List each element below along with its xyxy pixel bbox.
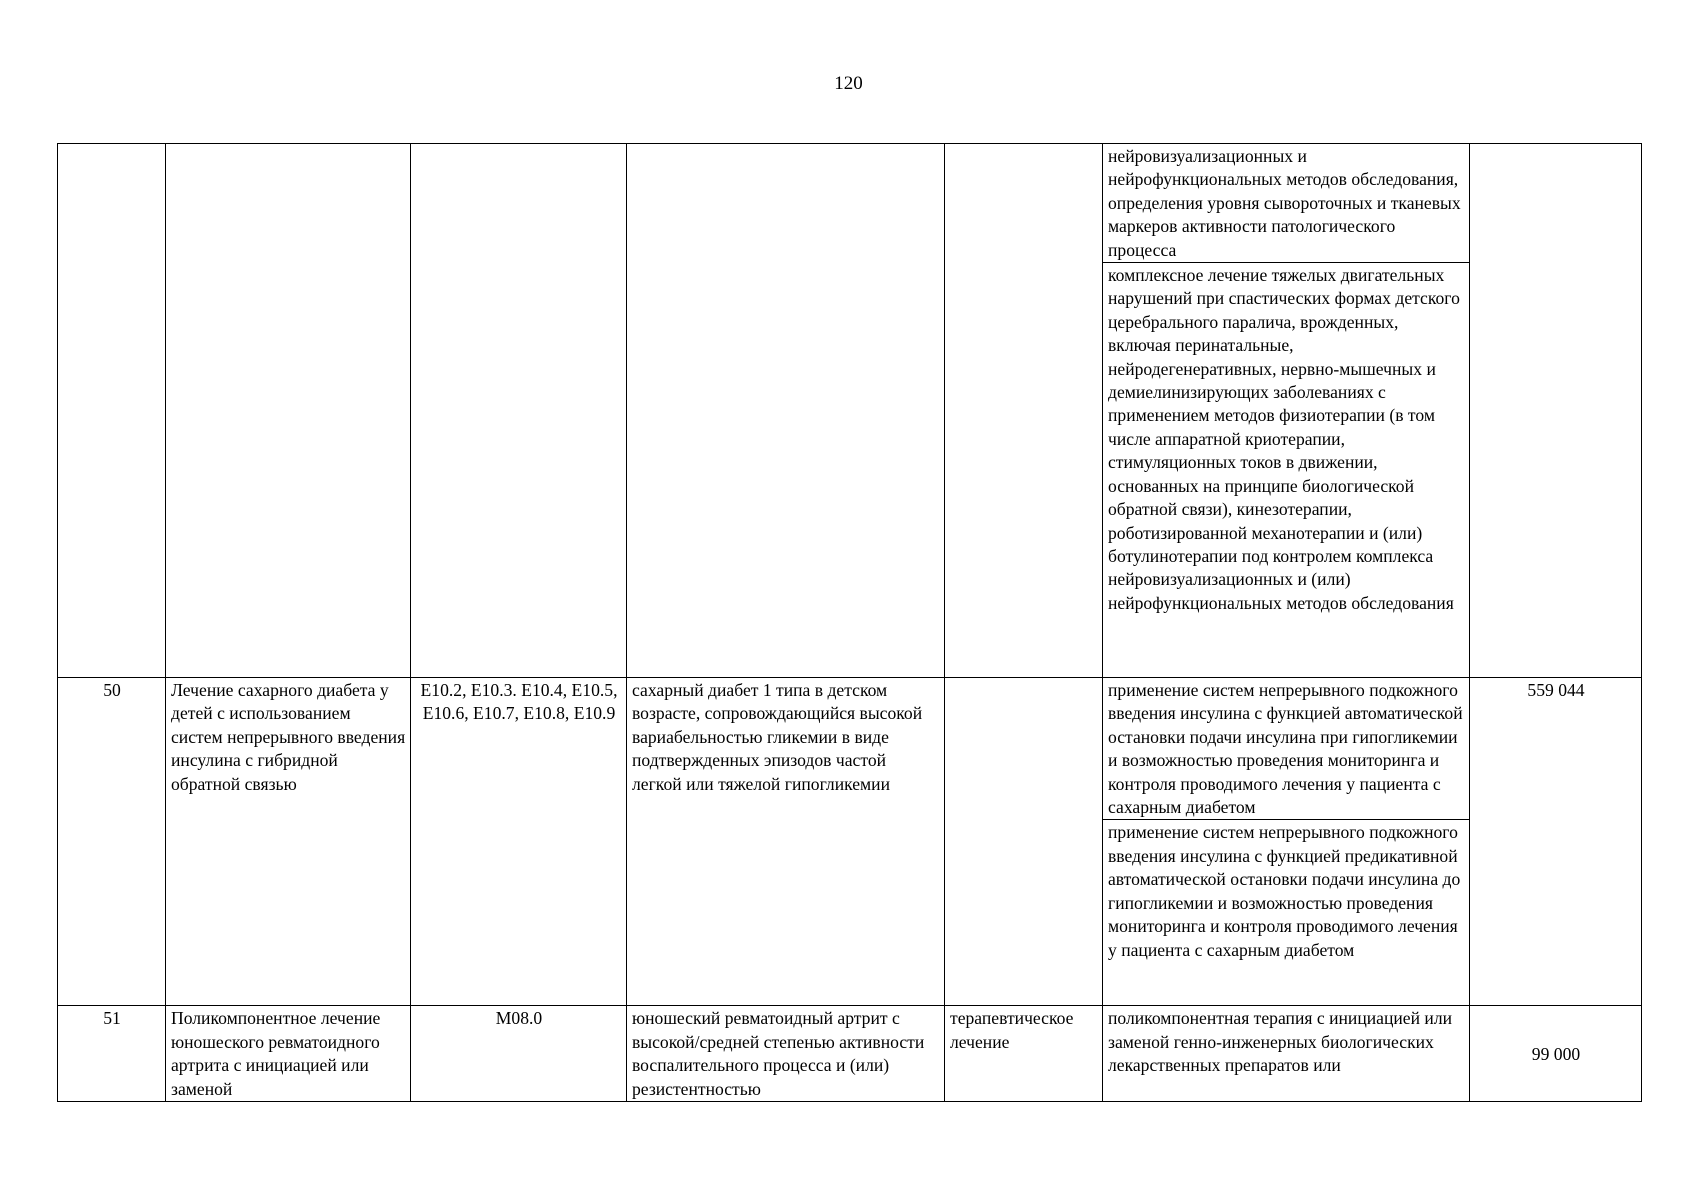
method-cell: нейровизуализационных и нейрофункциональных методов обследования, определения уровня сывороточных и тканевых маркеров активности патологического процесса (1103, 144, 1470, 263)
service-name: Поликомпонентное лечение юношеского ревматоидного артрита с инициацией или заменой (166, 1006, 411, 1102)
model-cell (627, 144, 945, 678)
services-table (57, 143, 1642, 1102)
cost-value: 559 044 (1470, 678, 1642, 1006)
cost-value: 99 000 (1470, 1006, 1642, 1102)
table-row (58, 678, 1642, 820)
method-cell: применение систем непрерывного подкожного введения инсулина с функцией предикативной автоматической остановки подачи инсулина до гипогликемии и возможностью проведения мониторинга и контроля проводимого лечения у пациента с сахарным диабетом (1103, 820, 1470, 1006)
table-row (58, 144, 1642, 263)
method-cell: применение систем непрерывного подкожного введения инсулина с функцией автоматической остановки подачи инсулина при гипогликемии и возможностью проведения мониторинга и контроля проводимого лечения у пациента с сахарным диабетом (1103, 678, 1470, 820)
cost-cell (1470, 144, 1642, 678)
icd-codes: M08.0 (411, 1006, 627, 1102)
table-row (58, 1006, 1642, 1102)
row-number: 50 (58, 678, 166, 1006)
patient-model: юношеский ревматоидный артрит с высокой/средней степенью активности воспалительного процесса и (или) резистентностью (627, 1006, 945, 1102)
row-number: 51 (58, 1006, 166, 1102)
codes-cell (411, 144, 627, 678)
patient-model: сахарный диабет 1 типа в детском возрасте, сопровождающийся высокой вариабельностью гликемии в виде подтвержденных эпизодов частой легкой или тяжелой гипогликемии (627, 678, 945, 1006)
method-cell: комплексное лечение тяжелых двигательных нарушений при спастических формах детского церебрального паралича, врожденных, включая перинатальные, нейродегенеративных, нервно-мышечных и демиелинизирующих заболеваниях с применением методов физиотерапии (в том числе аппаратной криотерапии, стимуляционных токов в движении, основанных на принципе биологической обратной связи), кинезотерапии, роботизированной механотерапии и (или) ботулинотерапии под контролем комплекса нейровизуализационных и (или) нейрофункциональных методов обследования (1103, 263, 1470, 678)
icd-codes: E10.2, E10.3. E10.4, E10.5, E10.6, E10.7, E10.8, E10.9 (411, 678, 627, 1006)
treatment-type (945, 678, 1103, 1006)
treatment-type: терапевтическое лечение (945, 1006, 1103, 1102)
method-cell: поликомпонентная терапия с инициацией или заменой генно-инженерных биологических лекарственных препаратов или (1103, 1006, 1470, 1102)
name-cell (166, 144, 411, 678)
treatment-type-cell (945, 144, 1103, 678)
page-number: 120 (834, 73, 863, 94)
service-name: Лечение сахарного диабета у детей с использованием систем непрерывного введения инсулина с гибридной обратной связью (166, 678, 411, 1006)
number-cell (58, 144, 166, 678)
